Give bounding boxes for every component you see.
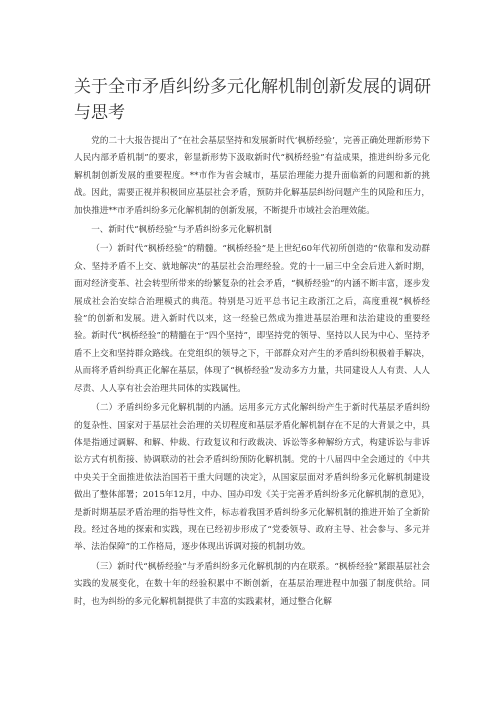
document-title: 关于全市矛盾纠纷多元化解机制创新发展的调研与思考: [74, 77, 431, 123]
paragraph-3: （三）新时代“枫桥经验”与矛盾纠纷多元化解机制的内在联系。“枫桥经验”紧跟基层社会实践的发展变化，在数十年的经验积累中不断创新，在基层治理进程中加强了制度供给。同时，也为纠纷的多元化解机制提供了丰富的实践素材，通过整合化解: [74, 561, 430, 607]
intro-paragraph: 党的二十大报告提出了“在社会基层坚持和发展新时代‘枫桥经验’，完善正确处理新形势下人民内部矛盾机制”的要求，彰显新形势下汲取新时代“枫桥经验”有益成果，推进纠纷多元化解机制创新发展的重要程度。**市作为省会城市，基层治理能力提升面临新的问题和新的挑战。因此，需要正视并积极回应基层社会矛盾，预防并化解基层纠纷问题产生的风险和压力，加快推进**市矛盾纠纷多元化解机制的创新发展，不断提升市域社会治理效能。: [74, 136, 430, 216]
document-body: [74, 133, 430, 611]
section-heading: 一、新时代“枫桥经验”与矛盾纠纷多元化解机制: [91, 225, 272, 236]
paragraph-1: （一）新时代“枫桥经验”的精髓。“枫桥经验”是上世纪60年代初所创造的“依靠和发动群众、坚持矛盾不上交、就地解决”的基层社会治理经验。党的十一届三中全会后进入新时期，面对经济变革、社会转型所带来的纷繁复杂的社会矛盾，“枫桥经验”的内涵不断丰富，逐步发展成社会治安综合治理模式的典范。特别是习近平总书记主政浙江之后，高度重视“枫桥经验”的创新和发展。进入新时代以来，这一经验已然成为推进基层治理和法治建设的重要经验。新时代“枫桥经验”的精髓在于“四个坚持”，即坚持党的领导、坚持以人民为中心、坚持矛盾不上交和坚持群众路线。在党组织的领导之下，干部群众对产生的矛盾纠纷积极着手解决，从而将矛盾纠纷真正化解在基层，体现了“枫桥经验”发动多方力量，共同建设人人有责、人人尽责、人人享有社会治理共同体的实践属性。: [74, 244, 430, 394]
paragraph-2: （二）矛盾纠纷多元化解机制的内涵。运用多元方式化解纠纷产生于新时代基层矛盾纠纷的复杂性、国家对于基层社会治理的关切程度和基层矛盾化解机制存在不足的大背景之中，具体是指通过调解、和解、仲裁、行政复议和行政裁决、诉讼等多种解纷方式，构建诉讼与非诉讼方式有机衔接、协调联动的社会矛盾纠纷预防化解机制。党的十八届四中全会通过的《中共中央关于全面推进依法治国若干重大问题的决定》，从国家层面对矛盾纠纷多元化解机制建设做出了整体部署；2015年12月，中办、国办印发《关于完善矛盾纠纷多元化解机制的意见》，是新时期基层矛盾治理的指导性文件，标志着我国矛盾纠纷多元化解机制的推进开始了全新阶段。经过各地的探索和实践，现在已经初步形成了“党委领导、政府主导、社会参与、多元并举、法治保障”的工作格局，逐步体现出诉调对接的机制功效。: [74, 403, 430, 553]
